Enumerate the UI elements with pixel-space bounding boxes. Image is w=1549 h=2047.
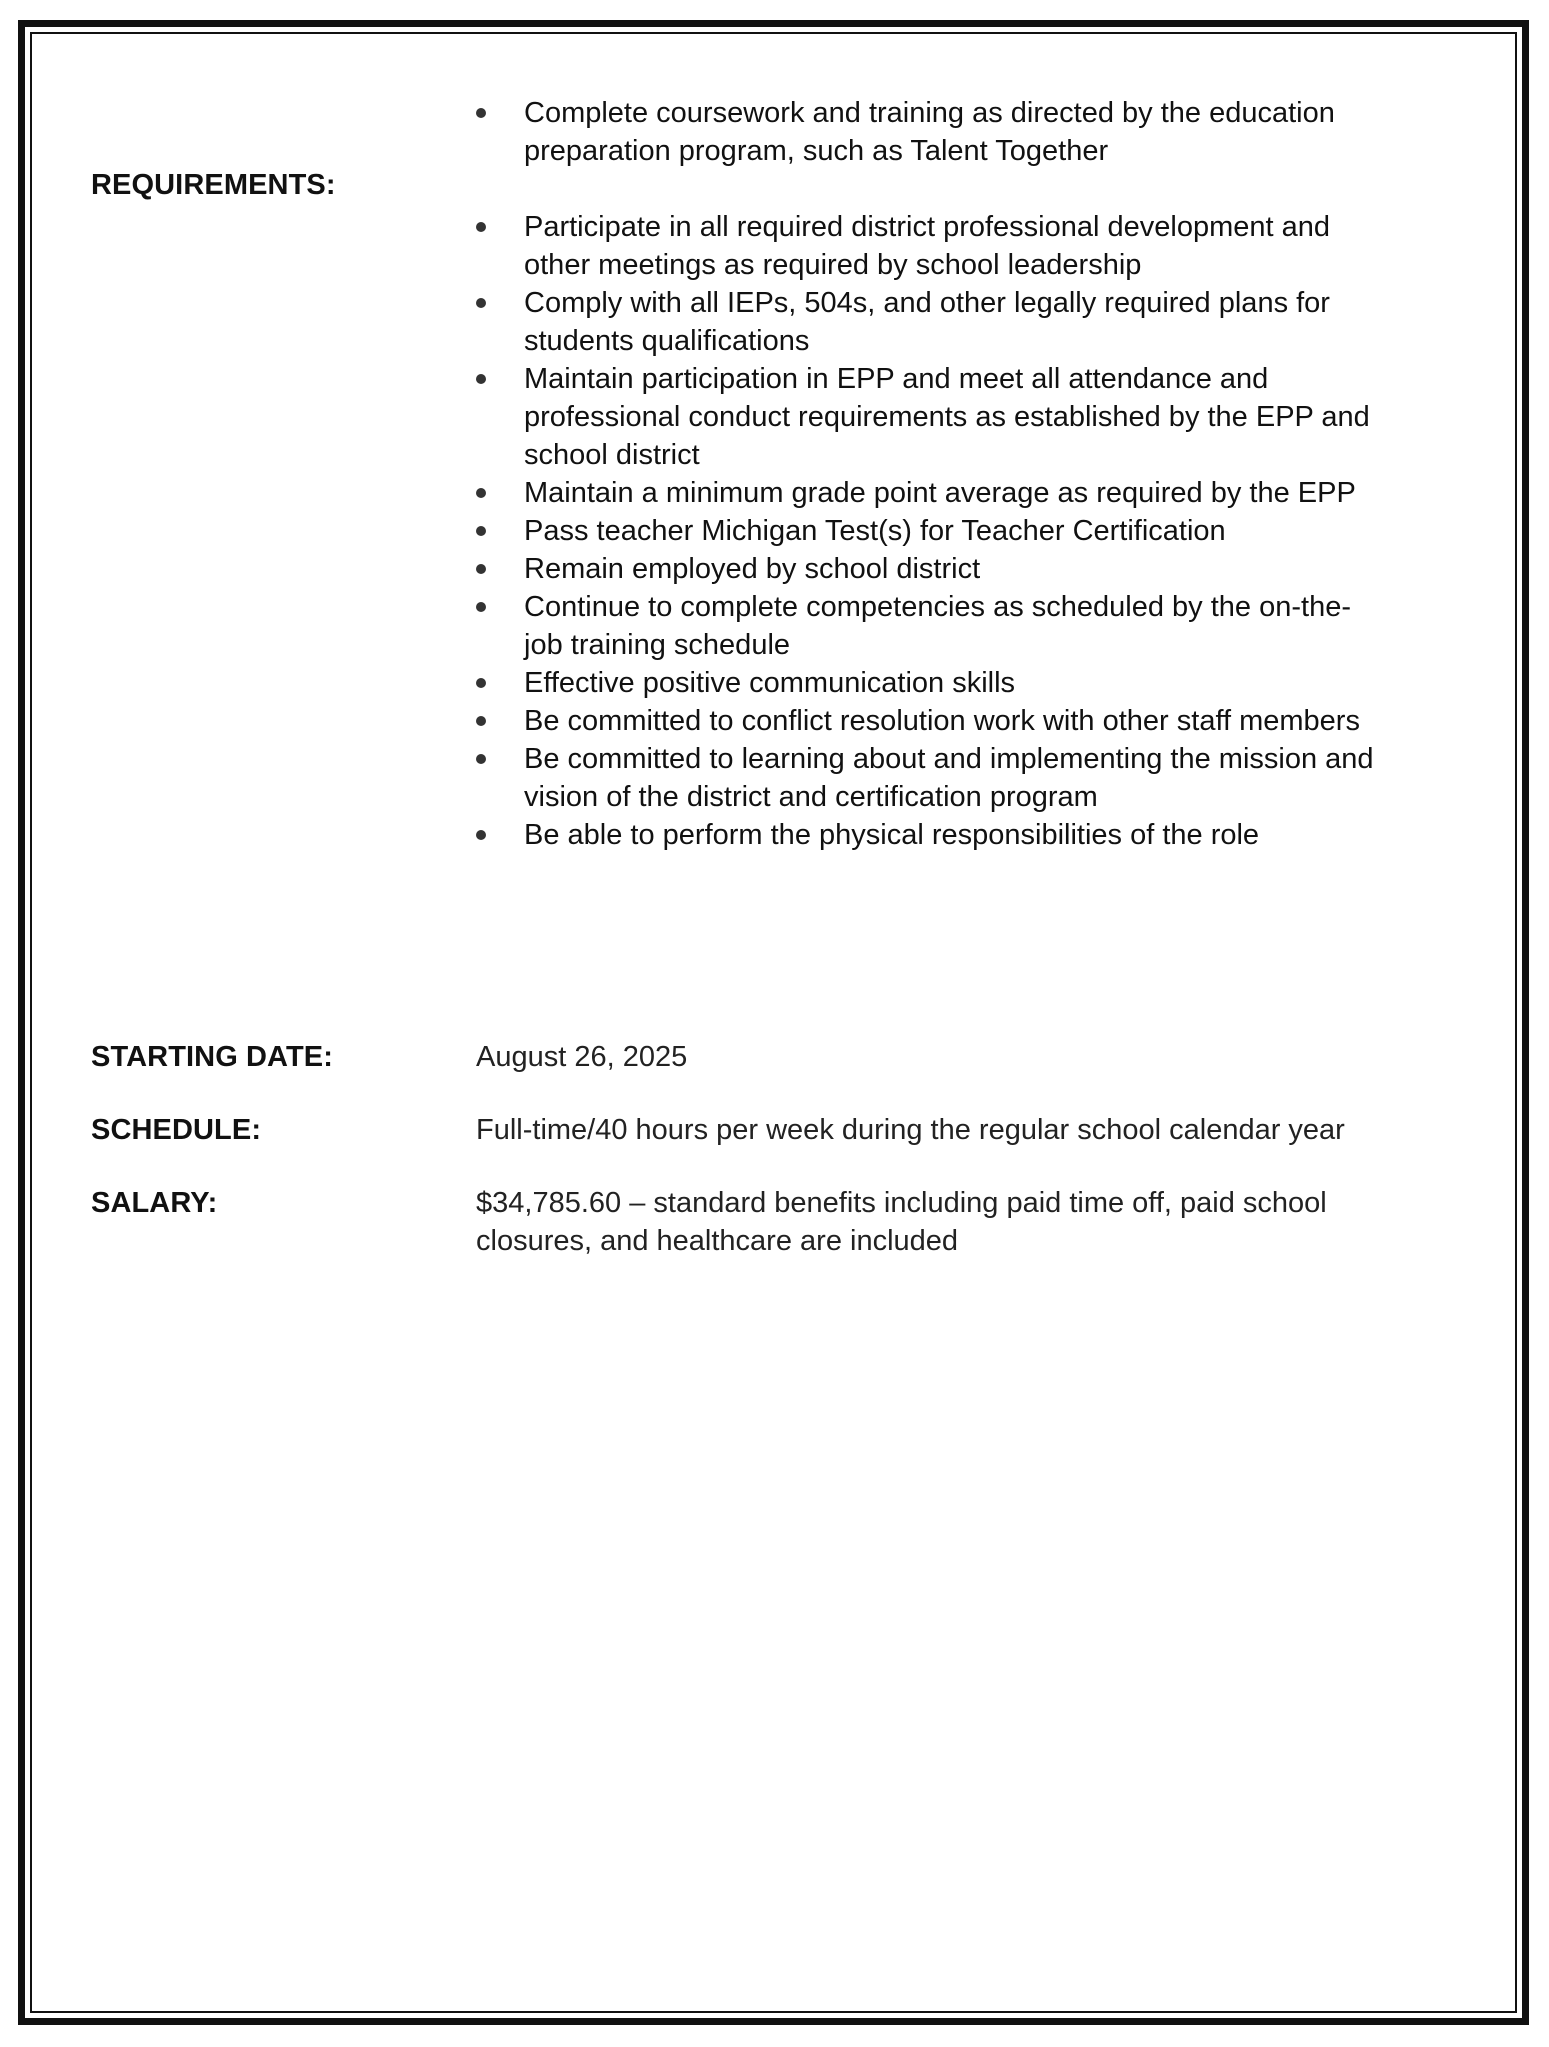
requirement-item: Pass teacher Michigan Test(s) for Teacher Certification xyxy=(476,512,1384,550)
schedule-label: SCHEDULE: xyxy=(91,1114,262,1146)
requirements-list xyxy=(476,94,1376,854)
requirement-item: Be committed to learning about and implementing the mission and vision of the district and certification program xyxy=(476,740,1384,816)
requirement-item: Be committed to conflict resolution work with other staff members xyxy=(476,702,1384,740)
bullet-icon xyxy=(476,526,486,536)
bullet-icon xyxy=(476,602,486,612)
bullet-icon xyxy=(476,108,486,118)
bullet-icon xyxy=(476,298,486,308)
requirement-item: Complete coursework and training as directed by the education preparation program, such as Talent Together xyxy=(476,94,1384,170)
bullet-icon xyxy=(476,222,486,232)
requirement-item: Effective positive communication skills xyxy=(476,664,1384,702)
requirement-item: Maintain participation in EPP and meet all attendance and professional conduct requirements as established by the EPP and school district xyxy=(476,360,1384,474)
requirement-item: Maintain a minimum grade point average as required by the EPP xyxy=(476,474,1384,512)
bullet-icon xyxy=(476,678,486,688)
bullet-icon xyxy=(476,830,486,840)
requirement-item: Participate in all required district professional development and other meetings as required by school leadership xyxy=(476,208,1384,284)
schedule-value: Full-time/40 hours per week during the regular school calendar year xyxy=(476,1114,1345,1146)
starting-date-label: STARTING DATE: xyxy=(91,1041,333,1073)
requirement-item: Continue to complete competencies as scheduled by the on-the-job training schedule xyxy=(476,588,1384,664)
salary-label: SALARY: xyxy=(91,1187,218,1219)
bullet-icon xyxy=(476,754,486,764)
requirements-label: REQUIREMENTS: xyxy=(91,169,336,201)
salary-value: $34,785.60 – standard benefits including paid time off, paid school closures, and healthcare are included xyxy=(476,1187,1327,1257)
requirement-item: Be able to perform the physical responsibilities of the role xyxy=(476,816,1384,854)
starting-date-value: August 26, 2025 xyxy=(476,1041,688,1073)
requirement-item: Remain employed by school district xyxy=(476,550,1384,588)
bullet-icon xyxy=(476,374,486,384)
requirement-item: Comply with all IEPs, 504s, and other legally required plans for students qualifications xyxy=(476,284,1384,360)
bullet-icon xyxy=(476,564,486,574)
bullet-icon xyxy=(476,716,486,726)
bullet-icon xyxy=(476,488,486,498)
